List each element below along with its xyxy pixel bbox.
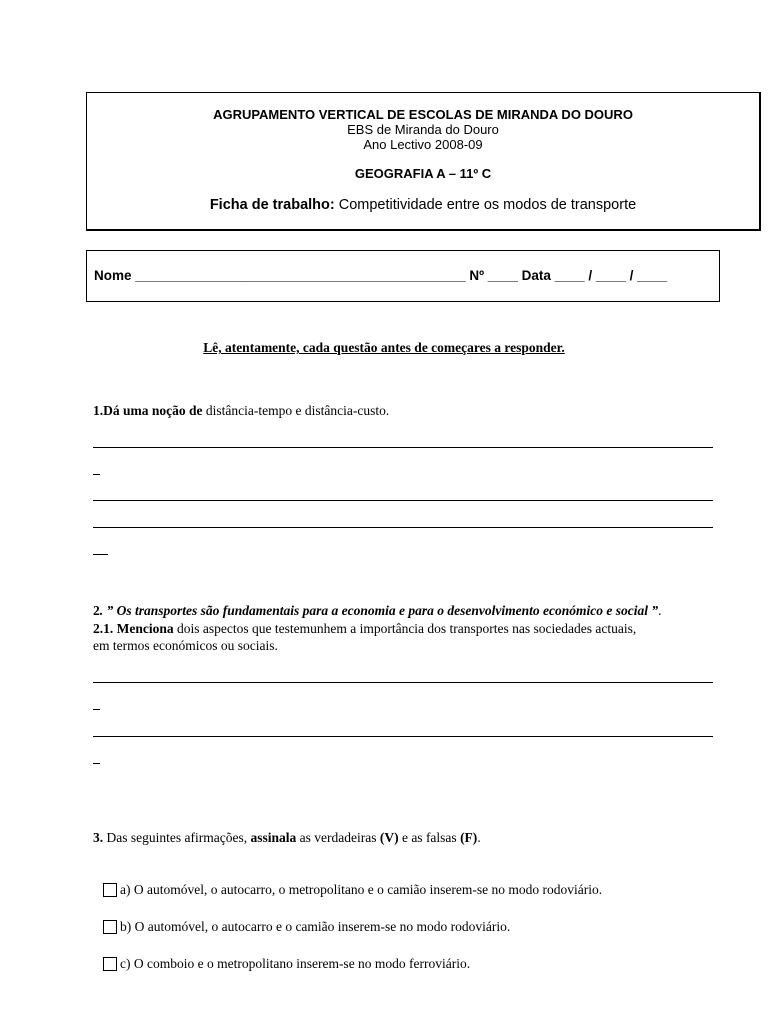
school-name: AGRUPAMENTO VERTICAL DE ESCOLAS DE MIRANDA DO DOURO (213, 107, 633, 122)
answer-line[interactable] (93, 736, 713, 737)
option-a-text: a) O automóvel, o autocarro, o metropolitano e o camião inserem-se no modo rodoviário. (120, 882, 603, 897)
checkbox-a[interactable] (103, 883, 117, 897)
question-2-1-text: dois aspectos que testemunhem a importância dos transportes nas sociedades actuais, (173, 621, 637, 636)
option-b (103, 919, 510, 935)
question-2 (93, 602, 662, 619)
sheet-title: Competitividade entre os modos de transporte (334, 197, 637, 213)
question-2-1 (93, 620, 636, 637)
question-1 (93, 402, 389, 419)
answer-line[interactable] (93, 500, 713, 501)
answer-line[interactable] (93, 527, 713, 528)
option-b-text: b) O automóvel, o autocarro e o camião inserem-se no modo rodoviário. (120, 919, 511, 934)
question-2-number: 2 (93, 603, 100, 618)
answer-line-stub[interactable] (93, 474, 100, 475)
question-2-1-label: 2.1. Menciona (93, 621, 174, 636)
question-3: 3. Das seguintes afirmações, assinala as verdadeiras (V) e as falsas (F). (93, 830, 481, 845)
answer-line[interactable] (93, 682, 713, 683)
answer-line-stub[interactable] (93, 554, 108, 555)
student-info-line[interactable]: Nome ____________________________________________ Nº ____ Data ____ / ____ / ____ (94, 268, 668, 283)
instructions: Lê, atentamente, cada questão antes de começares a responder. (203, 340, 565, 355)
option-a (103, 882, 602, 898)
school-year: Ano Lectivo 2008-09 (363, 137, 483, 152)
question-3-number: 3. (93, 830, 104, 845)
option-c (103, 956, 470, 972)
question-1-label: 1.Dá uma noção de (93, 403, 203, 418)
school-ebs: EBS de Miranda do Douro (347, 122, 499, 137)
sheet-label: Ficha de trabalho: (209, 197, 335, 213)
student-info-box (86, 250, 720, 302)
checkbox-c[interactable] (103, 957, 117, 971)
header-box (86, 92, 761, 231)
subject-title: GEOGRAFIA A – 11º C (354, 166, 492, 181)
answer-line-stub[interactable] (93, 709, 100, 710)
question-2-1-cont: em termos económicos ou sociais. (93, 638, 278, 653)
option-c-text: c) O comboio e o metropolitano inserem-se no modo ferroviário. (120, 956, 471, 971)
sheet-title-line (87, 197, 759, 214)
question-2-quote: . ” Os transportes são fundamentais para a economia e para o desenvolvimento económico e social ” (99, 603, 659, 618)
answer-line[interactable] (93, 447, 713, 448)
question-2-end: . (658, 603, 662, 618)
answer-line-stub[interactable] (93, 763, 100, 764)
question-1-text: distância-tempo e distância-custo. (202, 403, 390, 418)
checkbox-b[interactable] (103, 920, 117, 934)
